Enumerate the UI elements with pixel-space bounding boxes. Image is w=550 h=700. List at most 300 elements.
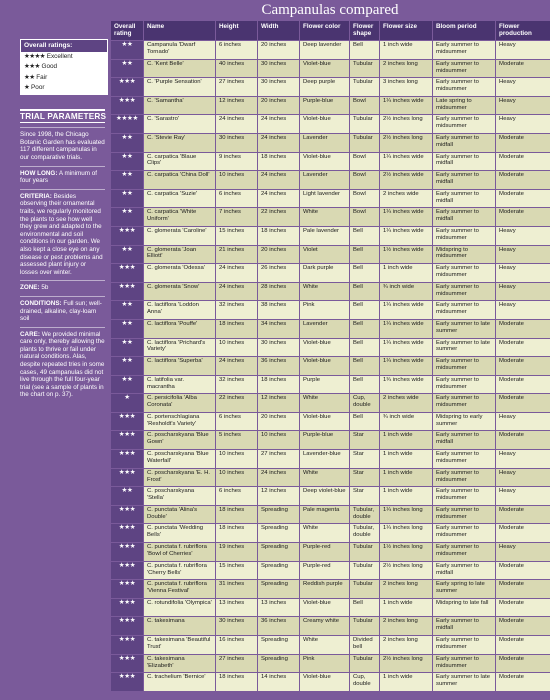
table-row (111, 78, 550, 97)
rating-cell: ★★ (111, 171, 144, 190)
table-row (111, 319, 550, 338)
shape-cell: Bell (350, 338, 380, 357)
rating-cell: ★★ (111, 487, 144, 506)
table-row (111, 450, 550, 469)
height-cell: 6 inches (216, 41, 258, 60)
bloom-cell: Early summer to midsummer (433, 264, 496, 283)
color-cell: Dark purple (300, 264, 350, 283)
trial-intro: Since 1998, the Chicago Botanic Garden has evaluated 117 different campanulas in our comparative trials. (20, 127, 105, 161)
shape-cell: Bell (350, 598, 380, 617)
shape-cell: Bowl (350, 171, 380, 190)
rating-cell: ★★★ (111, 598, 144, 617)
shape-cell: Bell (350, 357, 380, 376)
bloom-cell: Early summer to midsummer (433, 115, 496, 134)
rating-cell: ★★★ (111, 636, 144, 655)
color-cell: Violet-blue (300, 357, 350, 376)
size-cell: 2 inches wide (380, 394, 433, 413)
production-cell: Moderate (496, 654, 550, 673)
production-cell: Moderate (496, 505, 550, 524)
size-cell: 1½ inches wide (380, 245, 433, 264)
color-cell: Lavender (300, 171, 350, 190)
height-cell: 10 inches (216, 468, 258, 487)
width-cell: 20 inches (258, 41, 300, 60)
shape-cell: Bowl (350, 208, 380, 227)
width-cell: 24 inches (258, 133, 300, 152)
size-cell: 1¼ inches wide (380, 226, 433, 245)
table-row (111, 412, 550, 431)
production-cell: Moderate (496, 189, 550, 208)
width-cell: 14 inches (258, 673, 300, 692)
color-cell: Light lavender (300, 189, 350, 208)
color-cell: Deep violet-blue (300, 487, 350, 506)
how-long-label: HOW LONG: (20, 169, 58, 177)
bloom-cell: Early summer to midsummer (433, 59, 496, 78)
table-row (111, 431, 550, 450)
size-cell: 1 inch wide (380, 450, 433, 469)
bloom-cell: Early summer to midsummer (433, 375, 496, 394)
color-cell: Purple-red (300, 561, 350, 580)
name-cell: C. carpatica 'Blaue Clips' (144, 152, 216, 171)
name-cell: Campanula 'Dwarf Tornado' (144, 41, 216, 60)
shape-cell: Cup, double (350, 673, 380, 692)
shape-cell: Star (350, 487, 380, 506)
width-cell: 24 inches (258, 171, 300, 190)
rating-cell: ★★★ (111, 226, 144, 245)
width-cell: 30 inches (258, 338, 300, 357)
production-cell: Moderate (496, 580, 550, 599)
name-cell: C. persicifolia 'Alba Coronata' (144, 394, 216, 413)
production-cell: Heavy (496, 450, 550, 469)
color-cell: White (300, 282, 350, 301)
table-row (111, 505, 550, 524)
width-cell: 20 inches (258, 412, 300, 431)
width-cell: 27 inches (258, 450, 300, 469)
height-cell: 21 inches (216, 245, 258, 264)
rating-cell: ★★★ (111, 450, 144, 469)
size-cell: 1 inch wide (380, 431, 433, 450)
width-cell: 34 inches (258, 319, 300, 338)
color-cell: Purple-blue (300, 96, 350, 115)
table-row (111, 226, 550, 245)
table-row (111, 115, 550, 134)
width-cell: 10 inches (258, 431, 300, 450)
ratings-legend (20, 39, 108, 95)
production-cell: Heavy (496, 41, 550, 60)
table-row (111, 673, 550, 692)
shape-cell: Cup, double (350, 394, 380, 413)
rating-cell: ★★ (111, 245, 144, 264)
production-cell: Moderate (496, 152, 550, 171)
size-cell: 2 inches long (380, 59, 433, 78)
color-cell: Deep lavender (300, 41, 350, 60)
rating-cell: ★★★ (111, 96, 144, 115)
size-cell: 1¼ inches wide (380, 301, 433, 320)
production-cell: Moderate (496, 171, 550, 190)
color-cell: Creamy white (300, 617, 350, 636)
width-cell: 36 inches (258, 357, 300, 376)
color-cell: White (300, 636, 350, 655)
color-cell: Purple-blue (300, 431, 350, 450)
bloom-cell: Early summer to midsummer (433, 636, 496, 655)
color-cell: White (300, 468, 350, 487)
shape-cell: Star (350, 468, 380, 487)
bloom-cell: Midspring to early summer (433, 412, 496, 431)
bloom-cell: Early summer to midsummer (433, 282, 496, 301)
production-cell: Heavy (496, 264, 550, 283)
bloom-cell: Early summer to late summer (433, 338, 496, 357)
bloom-cell: Early summer to midsummer (433, 357, 496, 376)
rating-cell: ★★ (111, 357, 144, 376)
shape-cell: Tubular (350, 115, 380, 134)
height-cell: 30 inches (216, 617, 258, 636)
width-cell: 18 inches (258, 226, 300, 245)
table-row (111, 59, 550, 78)
size-cell: 2½ inches wide (380, 171, 433, 190)
width-cell: 18 inches (258, 152, 300, 171)
table-row (111, 264, 550, 283)
height-cell: 10 inches (216, 450, 258, 469)
width-cell: Spreading (258, 654, 300, 673)
color-cell: Pale magenta (300, 505, 350, 524)
comparison-table (110, 20, 550, 692)
size-cell: 3 inches long (380, 78, 433, 97)
bloom-cell: Midspring to midsummer (433, 245, 496, 264)
production-cell: Heavy (496, 115, 550, 134)
rating-cell: ★★★ (111, 524, 144, 543)
name-cell: C. 'Kent Belle' (144, 59, 216, 78)
height-cell: 27 inches (216, 654, 258, 673)
bloom-cell: Early summer to midsummer (433, 41, 496, 60)
table-row (111, 598, 550, 617)
shape-cell: Tubular (350, 580, 380, 599)
shape-cell: Tubular (350, 561, 380, 580)
name-cell: C. carpatica 'Suzie' (144, 189, 216, 208)
legend-label: Excellent (46, 53, 73, 60)
height-cell: 24 inches (216, 357, 258, 376)
width-cell: 24 inches (258, 468, 300, 487)
legend-item (21, 83, 107, 93)
name-cell: C. takesimana 'Beautiful Trust' (144, 636, 216, 655)
size-cell: 1¼ inches wide (380, 319, 433, 338)
size-cell: 2 inches wide (380, 189, 433, 208)
star-icon: ★★★ (24, 63, 40, 71)
zone-text: 5b (41, 284, 49, 292)
table-row (111, 133, 550, 152)
size-cell: 2 inches long (380, 636, 433, 655)
production-cell: Heavy (496, 543, 550, 562)
height-cell: 18 inches (216, 673, 258, 692)
width-cell: 30 inches (258, 59, 300, 78)
width-cell: Spreading (258, 580, 300, 599)
rating-cell: ★★★ (111, 468, 144, 487)
production-cell: Heavy (496, 282, 550, 301)
production-cell: Moderate (496, 431, 550, 450)
column-header: Name (144, 21, 216, 41)
rating-cell: ★★ (111, 301, 144, 320)
bloom-cell: Early summer to midsummer (433, 654, 496, 673)
size-cell: 1 inch wide (380, 487, 433, 506)
production-cell: Moderate (496, 375, 550, 394)
production-cell: Moderate (496, 357, 550, 376)
name-cell: C. 'Sarastro' (144, 115, 216, 134)
height-cell: 30 inches (216, 133, 258, 152)
bloom-cell: Early summer to midsummer (433, 226, 496, 245)
bloom-cell: Early summer to late summer (433, 673, 496, 692)
width-cell: Spreading (258, 561, 300, 580)
name-cell: C. latifolia var. macrantha (144, 375, 216, 394)
production-cell: Moderate (496, 338, 550, 357)
column-header: Overall rating (111, 21, 144, 41)
table-row (111, 561, 550, 580)
rating-cell: ★★★ (111, 580, 144, 599)
trial-care (20, 327, 105, 399)
production-cell: Moderate (496, 208, 550, 227)
color-cell: White (300, 394, 350, 413)
size-cell: 1¼ inches wide (380, 338, 433, 357)
table-row (111, 282, 550, 301)
criteria-label: CRITERIA: (20, 192, 52, 200)
production-cell: Moderate (496, 617, 550, 636)
color-cell: Lavender (300, 319, 350, 338)
name-cell: C. glomerata 'Caroline' (144, 226, 216, 245)
name-cell: C. lactiflora 'Superba' (144, 357, 216, 376)
color-cell: White (300, 208, 350, 227)
width-cell: Spreading (258, 543, 300, 562)
height-cell: 24 inches (216, 282, 258, 301)
width-cell: 24 inches (258, 189, 300, 208)
legend-label: Poor (31, 84, 45, 92)
how-long-text: A minimum of four years (20, 169, 97, 185)
shape-cell: Star (350, 450, 380, 469)
comparison-table-wrap (110, 20, 550, 700)
shape-cell: Bell (350, 319, 380, 338)
trial-heading: TRIAL PARAMETERS (20, 109, 105, 124)
color-cell: Deep purple (300, 78, 350, 97)
shape-cell: Bowl (350, 189, 380, 208)
width-cell: 24 inches (258, 115, 300, 134)
shape-cell: Bell (350, 245, 380, 264)
width-cell: 20 inches (258, 96, 300, 115)
shape-cell: Bell (350, 301, 380, 320)
production-cell: Heavy (496, 78, 550, 97)
size-cell: 1¼ inches long (380, 524, 433, 543)
bloom-cell: Early summer to midsummer (433, 394, 496, 413)
size-cell: 1 inch wide (380, 468, 433, 487)
width-cell: Spreading (258, 636, 300, 655)
table-row (111, 171, 550, 190)
color-cell: Pink (300, 654, 350, 673)
size-cell: 1¼ inches wide (380, 152, 433, 171)
name-cell: C. poscharskyana 'Blue Waterfall' (144, 450, 216, 469)
size-cell: 1 inch wide (380, 598, 433, 617)
production-cell: Moderate (496, 394, 550, 413)
shape-cell: Bell (350, 412, 380, 431)
production-cell: Heavy (496, 96, 550, 115)
height-cell: 24 inches (216, 264, 258, 283)
conditions-label: CONDITIONS: (20, 299, 62, 307)
rating-cell: ★★★ (111, 543, 144, 562)
production-cell: Moderate (496, 319, 550, 338)
height-cell: 32 inches (216, 375, 258, 394)
color-cell: Pink (300, 301, 350, 320)
width-cell: 22 inches (258, 208, 300, 227)
bloom-cell: Early summer to midsummer (433, 505, 496, 524)
height-cell: 7 inches (216, 208, 258, 227)
trial-criteria (20, 189, 105, 277)
table-row (111, 357, 550, 376)
legend-item (21, 62, 107, 72)
production-cell: Heavy (496, 487, 550, 506)
rating-cell: ★★★ (111, 78, 144, 97)
height-cell: 27 inches (216, 78, 258, 97)
name-cell: C. glomerata 'Odessa' (144, 264, 216, 283)
width-cell: 12 inches (258, 487, 300, 506)
name-cell: C. 'Samantha' (144, 96, 216, 115)
shape-cell: Tubular (350, 59, 380, 78)
color-cell: Violet-blue (300, 412, 350, 431)
size-cell: 2½ inches long (380, 561, 433, 580)
table-row (111, 394, 550, 413)
height-cell: 19 inches (216, 543, 258, 562)
production-cell: Moderate (496, 673, 550, 692)
size-cell: 2 inches long (380, 617, 433, 636)
size-cell: 1¼ inches long (380, 505, 433, 524)
bloom-cell: Early summer to midsummer (433, 524, 496, 543)
bloom-cell: Early summer to midsummer (433, 487, 496, 506)
production-cell: Heavy (496, 301, 550, 320)
width-cell: 13 inches (258, 598, 300, 617)
size-cell: 2½ inches long (380, 115, 433, 134)
shape-cell: Bell (350, 282, 380, 301)
height-cell: 6 inches (216, 189, 258, 208)
name-cell: C. lactiflora 'Pouffe' (144, 319, 216, 338)
shape-cell: Bell (350, 375, 380, 394)
table-row (111, 301, 550, 320)
zone-label: ZONE: (20, 284, 40, 292)
table-row (111, 338, 550, 357)
table-row (111, 189, 550, 208)
size-cell: ¾ inch wide (380, 412, 433, 431)
rating-cell: ★★★ (111, 617, 144, 636)
rating-cell: ★★ (111, 41, 144, 60)
height-cell: 10 inches (216, 171, 258, 190)
care-label: CARE: (20, 330, 40, 338)
column-header: Width (258, 21, 300, 41)
rating-cell: ★★★ (111, 561, 144, 580)
size-cell: 1¼ inches wide (380, 208, 433, 227)
bloom-cell: Early summer to midfall (433, 133, 496, 152)
bloom-cell: Early spring to late summer (433, 580, 496, 599)
table-row (111, 487, 550, 506)
production-cell: Heavy (496, 412, 550, 431)
shape-cell: Tubular (350, 543, 380, 562)
rating-cell: ★★★ (111, 412, 144, 431)
rating-cell: ★★ (111, 338, 144, 357)
size-cell: 1¼ inches wide (380, 96, 433, 115)
size-cell: 1¾ inches wide (380, 375, 433, 394)
table-row (111, 152, 550, 171)
rating-cell: ★★★ (111, 264, 144, 283)
trial-how-long (20, 166, 105, 185)
criteria-text: Besides observing their ornamental traits, we regularly monitored the plants to see how well they grew and adapted to the environmental and soil conditions in our garden. We also kept a close eye on any disease or pest problems and assessed plant injury or losses over winter. (20, 192, 103, 276)
rating-cell: ★★★ (111, 505, 144, 524)
name-cell: C. punctata f. rubriflora 'Vienna Festival' (144, 580, 216, 599)
shape-cell: Tubular (350, 133, 380, 152)
width-cell: Spreading (258, 505, 300, 524)
rating-cell: ★★★ (111, 673, 144, 692)
name-cell: C. rotundifolia 'Olympica' (144, 598, 216, 617)
table-row (111, 208, 550, 227)
shape-cell: Bowl (350, 96, 380, 115)
production-cell: Moderate (496, 524, 550, 543)
color-cell: Lavender-blue (300, 450, 350, 469)
shape-cell: Tubular (350, 78, 380, 97)
rating-cell: ★★★ (111, 654, 144, 673)
name-cell: C. poscharskyana 'Blue Gown' (144, 431, 216, 450)
name-cell: C. takesimana 'Elizabeth' (144, 654, 216, 673)
rating-cell: ★★★★ (111, 115, 144, 134)
table-body (111, 41, 550, 692)
shape-cell: Star (350, 431, 380, 450)
rating-cell: ★★ (111, 59, 144, 78)
production-cell: Heavy (496, 245, 550, 264)
rating-cell: ★★ (111, 152, 144, 171)
size-cell: 2½ inches long (380, 133, 433, 152)
height-cell: 6 inches (216, 412, 258, 431)
shape-cell: Bowl (350, 152, 380, 171)
table-row (111, 543, 550, 562)
size-cell: 1¼ inches wide (380, 357, 433, 376)
bloom-cell: Late spring to midsummer (433, 96, 496, 115)
name-cell: C. punctata 'Alina's Double' (144, 505, 216, 524)
width-cell: 12 inches (258, 394, 300, 413)
height-cell: 9 inches (216, 152, 258, 171)
color-cell: Violet-blue (300, 673, 350, 692)
name-cell: C. carpatica 'China Doll' (144, 171, 216, 190)
height-cell: 6 inches (216, 487, 258, 506)
height-cell: 10 inches (216, 338, 258, 357)
rating-cell: ★★ (111, 189, 144, 208)
bloom-cell: Early summer to midsummer (433, 78, 496, 97)
color-cell: Violet-blue (300, 59, 350, 78)
shape-cell: Tubular, double (350, 524, 380, 543)
legend-item (21, 73, 107, 83)
height-cell: 40 inches (216, 59, 258, 78)
production-cell: Heavy (496, 468, 550, 487)
color-cell: Violet-blue (300, 152, 350, 171)
rating-cell: ★★ (111, 375, 144, 394)
production-cell: Heavy (496, 226, 550, 245)
rating-cell: ★★ (111, 319, 144, 338)
name-cell: C. 'Purple Sensation' (144, 78, 216, 97)
column-header: Bloom period (433, 21, 496, 41)
column-header: Flower production (496, 21, 550, 41)
shape-cell: Bell (350, 264, 380, 283)
width-cell: 20 inches (258, 245, 300, 264)
shape-cell: Tubular (350, 617, 380, 636)
name-cell: C. lactiflora 'Prichard's Variety' (144, 338, 216, 357)
size-cell: 1 inch wide (380, 264, 433, 283)
bloom-cell: Early summer to midfall (433, 561, 496, 580)
production-cell: Moderate (496, 59, 550, 78)
height-cell: 13 inches (216, 598, 258, 617)
name-cell: C. trachelium 'Bernice' (144, 673, 216, 692)
table-row (111, 524, 550, 543)
height-cell: 18 inches (216, 505, 258, 524)
name-cell: C. carpatica 'White Uniform' (144, 208, 216, 227)
height-cell: 24 inches (216, 115, 258, 134)
table-row (111, 41, 550, 60)
